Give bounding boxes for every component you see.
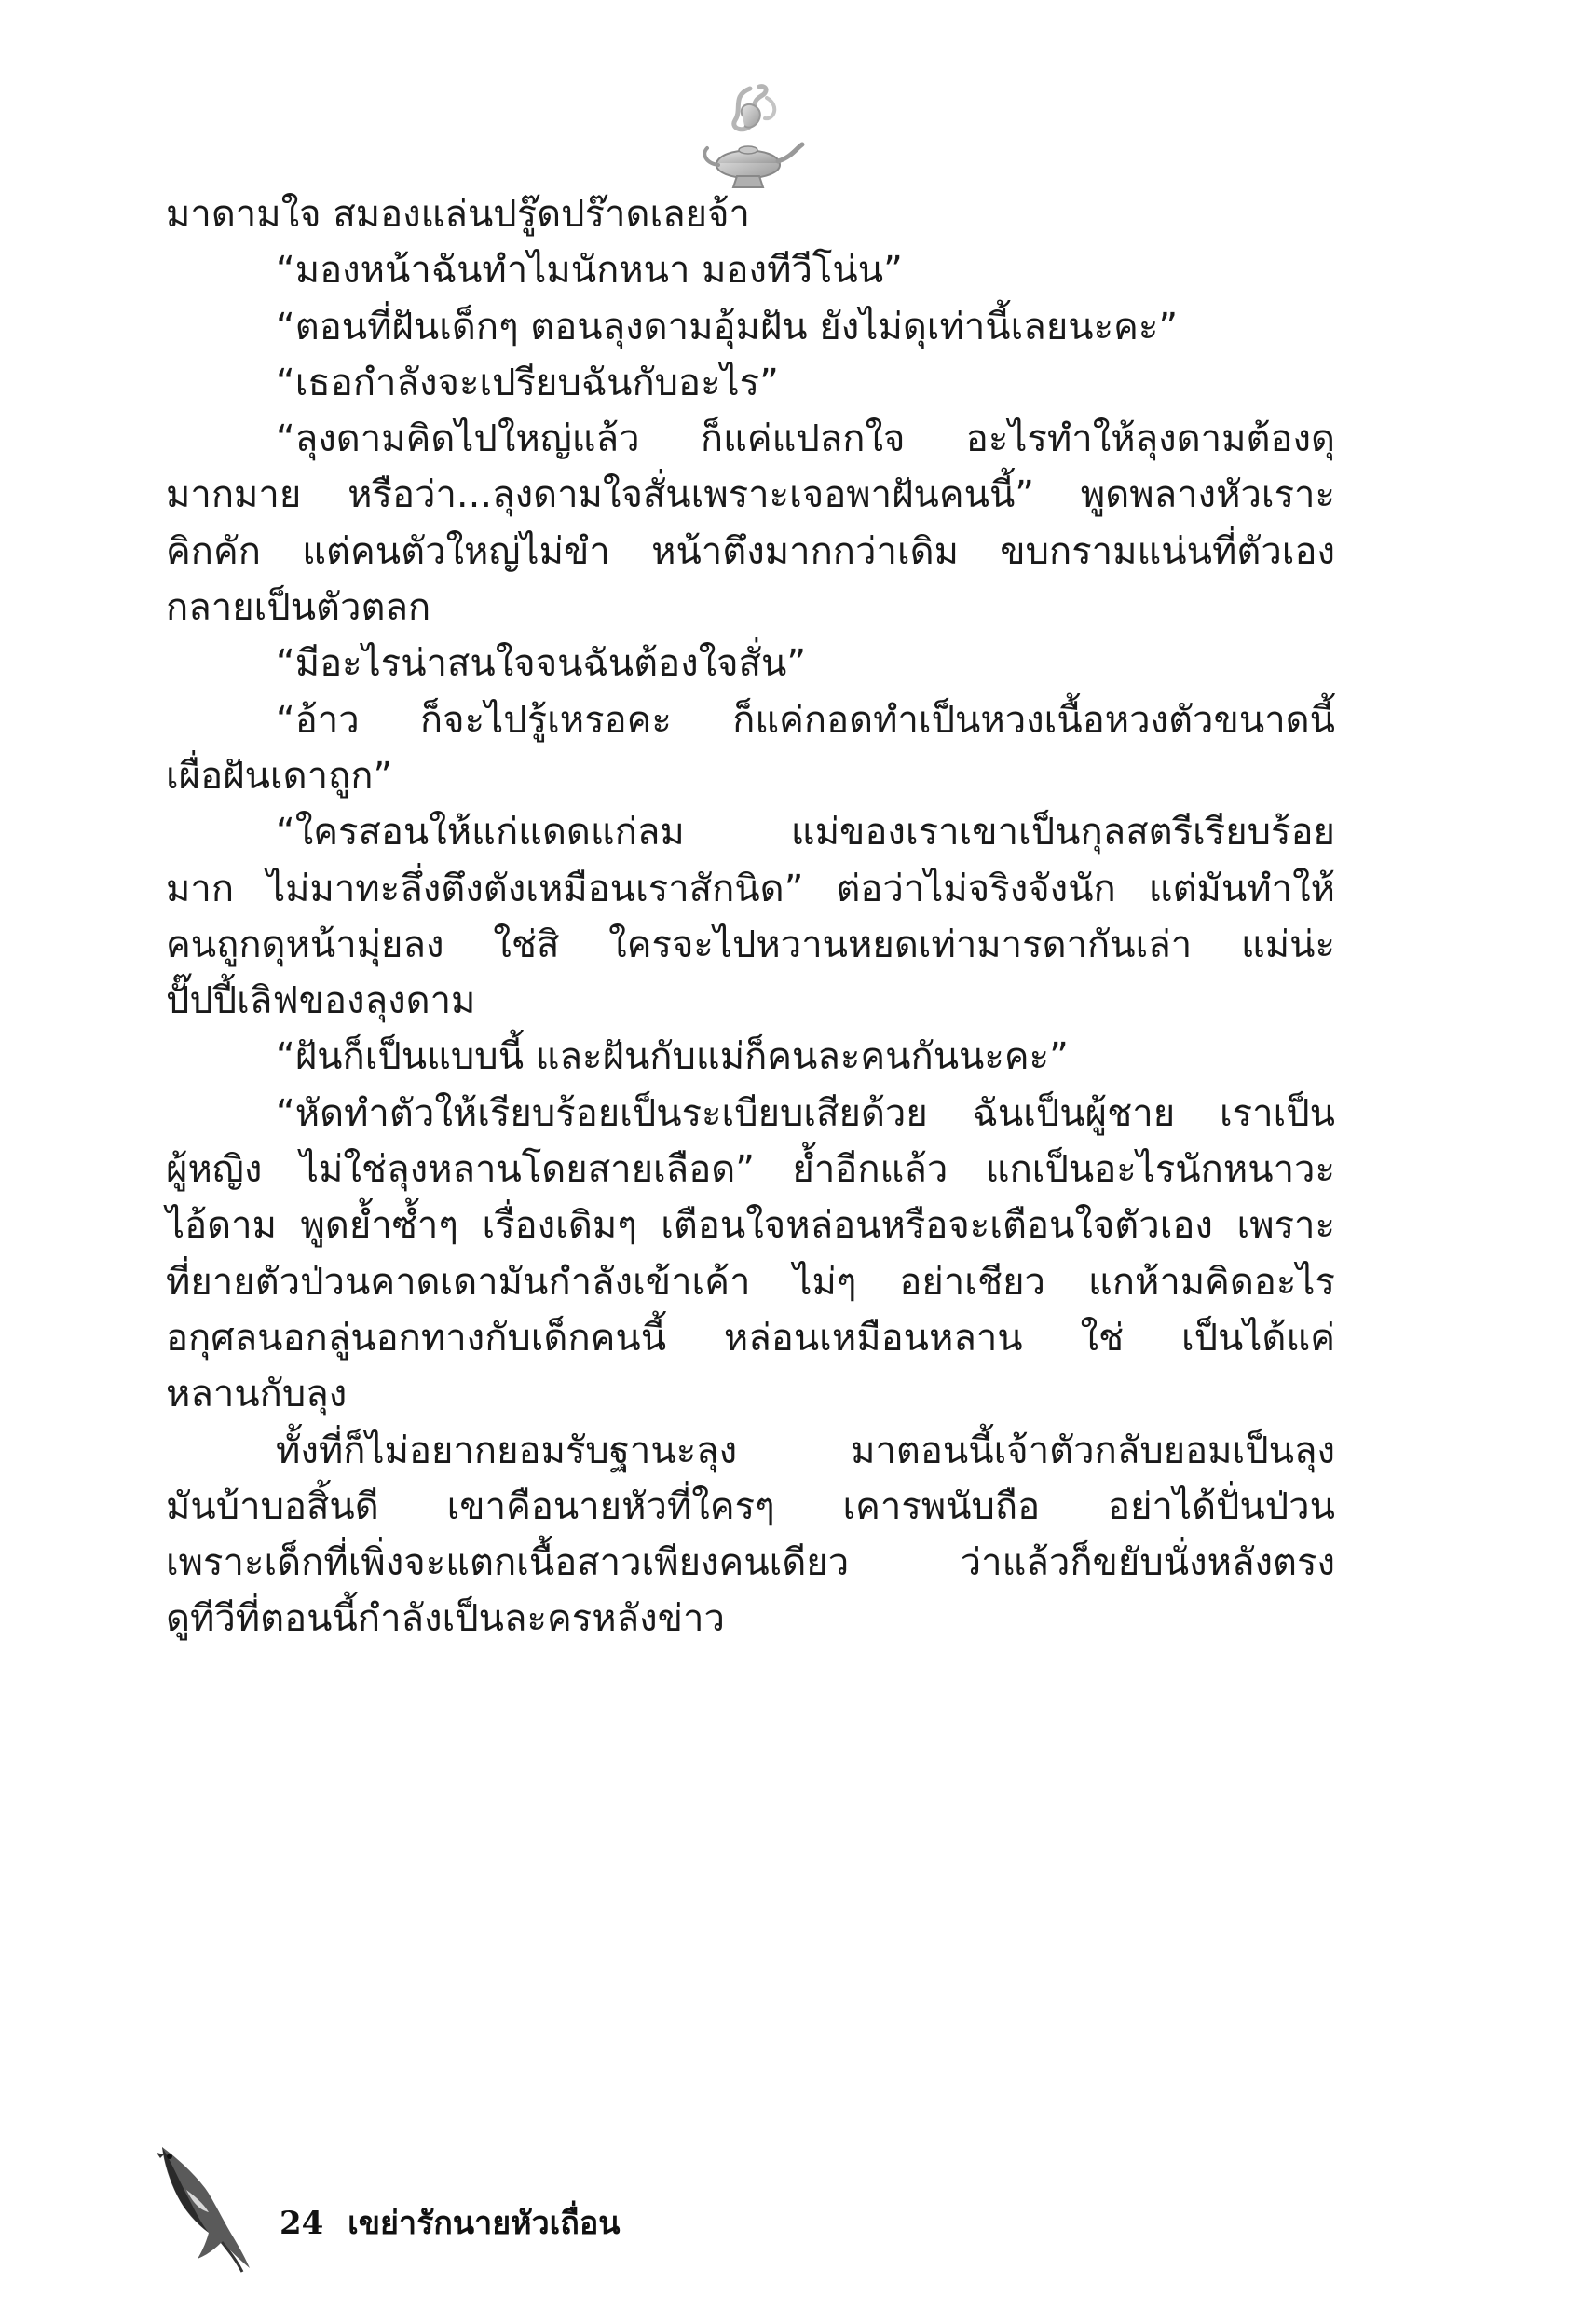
text-line: อกุศลนอกลู่นอกทางกับเด็กคนนี้ หล่อนเหมือนหลาน ใช่ เป็นได้แค่: [166, 1316, 1335, 1360]
text-line: “ใครสอนให้แก่แดดแก่ลม แม่ของเราเขาเป็นกุลสตรีเรียบร้อย: [276, 811, 1335, 855]
text-line: หลานกับลุง: [166, 1373, 348, 1416]
text-line: “หัดทำตัวให้เรียบร้อยเป็นระเบียบเสียด้วย ฉันเป็นผู้ชาย เราเป็น: [276, 1091, 1335, 1135]
text-line: ผู้หญิง ไม่ใช่ลุงหลานโดยสายเลือด” ย้ำอีกแล้ว แกเป็นอะไรนักหนาวะ: [166, 1148, 1335, 1192]
story-text: [166, 186, 1335, 1648]
footer-text: [280, 2197, 621, 2248]
text-line: มาดามใจ สมองแล่นปรู๊ดปร๊าดเลยจ้า: [166, 193, 750, 236]
text-line: ปั๊ปปี้เลิฟของลุงดาม: [166, 979, 476, 1023]
page-footer: [149, 2134, 801, 2274]
genie-lamp-icon: [694, 79, 806, 200]
swallow-bird-icon: [149, 2134, 256, 2274]
book-title: เขย่ารักนายหัวเถื่อน: [348, 2205, 621, 2242]
text-line: ที่ยายตัวป่วนคาดเดามันกำลังเข้าเค้า ไม่ๆ อย่าเชียว แกห้ามคิดอะไร: [166, 1260, 1335, 1304]
text-line: มันบ้าบอสิ้นดี เขาคือนายหัวที่ใครๆ เคารพนับถือ อย่าได้ปั่นป่วน: [166, 1484, 1335, 1528]
text-line: “มองหน้าฉันทำไมนักหนา มองทีวีโน่น”: [276, 249, 903, 293]
text-line: “ตอนที่ฝันเด็กๆ ตอนลุงดามอุ้มฝัน ยังไม่ดุเท่านี้เลยนะคะ”: [276, 305, 1179, 349]
text-line: “ฝันก็เป็นแบบนี้ และฝันกับแม่ก็คนละคนกันนะคะ”: [276, 1035, 1069, 1079]
text-line: เผื่อฝันเดาถูก”: [166, 754, 393, 798]
text-line: คนถูกดุหน้ามุ่ยลง ใช่สิ ใครจะไปหวานหยดเท่ามารดากันเล่า แม่น่ะ: [166, 923, 1335, 966]
text-line: “มีอะไรน่าสนใจจนฉันต้องใจสั่น”: [276, 642, 807, 686]
text-line: กลายเป็นตัวตลก: [166, 586, 431, 630]
text-line: ทั้งที่ก็ไม่อยากยอมรับฐานะลุง มาตอนนี้เจ้าตัวกลับยอมเป็นลุง: [276, 1429, 1335, 1472]
text-line: “อ้าว ก็จะไปรู้เหรอคะ ก็แค่กอดทำเป็นหวงเนื้อหวงตัวขนาดนี้: [276, 698, 1335, 742]
text-line: คิกคัก แต่คนตัวใหญ่ไม่ขำ หน้าตึงมากกว่าเดิม ขบกรามแน่นที่ตัวเอง: [166, 529, 1335, 573]
text-line: ดูทีวีที่ตอนนี้กำลังเป็นละครหลังข่าว: [166, 1597, 725, 1641]
text-line: เพราะเด็กที่เพิ่งจะแตกเนื้อสาวเพียงคนเดียว ว่าแล้วก็ขยับนั่งหลังตรง: [166, 1541, 1335, 1585]
text-line: มาก ไม่มาทะลึ่งตึงตังเหมือนเราสักนิด” ต่อว่าไม่จริงจังนัก แต่มันทำให้: [166, 867, 1335, 910]
text-line: “เธอกำลังจะเปรียบฉันกับอะไร”: [276, 361, 779, 404]
text-line: “ลุงดามคิดไปใหญ่แล้ว ก็แค่แปลกใจ อะไรทำให้ลุงดามต้องดุ: [276, 417, 1335, 461]
text-line: มากมาย หรือว่า...ลุงดามใจสั่นเพราะเจอพาฝันคนนี้” พูดพลางหัวเราะ: [166, 473, 1335, 517]
text-line: ไอ้ดาม พูดย้ำซ้ำๆ เรื่องเดิมๆ เตือนใจหล่อนหรือจะเตือนใจตัวเอง เพราะ: [166, 1204, 1335, 1248]
page-number: 24: [280, 2205, 324, 2242]
